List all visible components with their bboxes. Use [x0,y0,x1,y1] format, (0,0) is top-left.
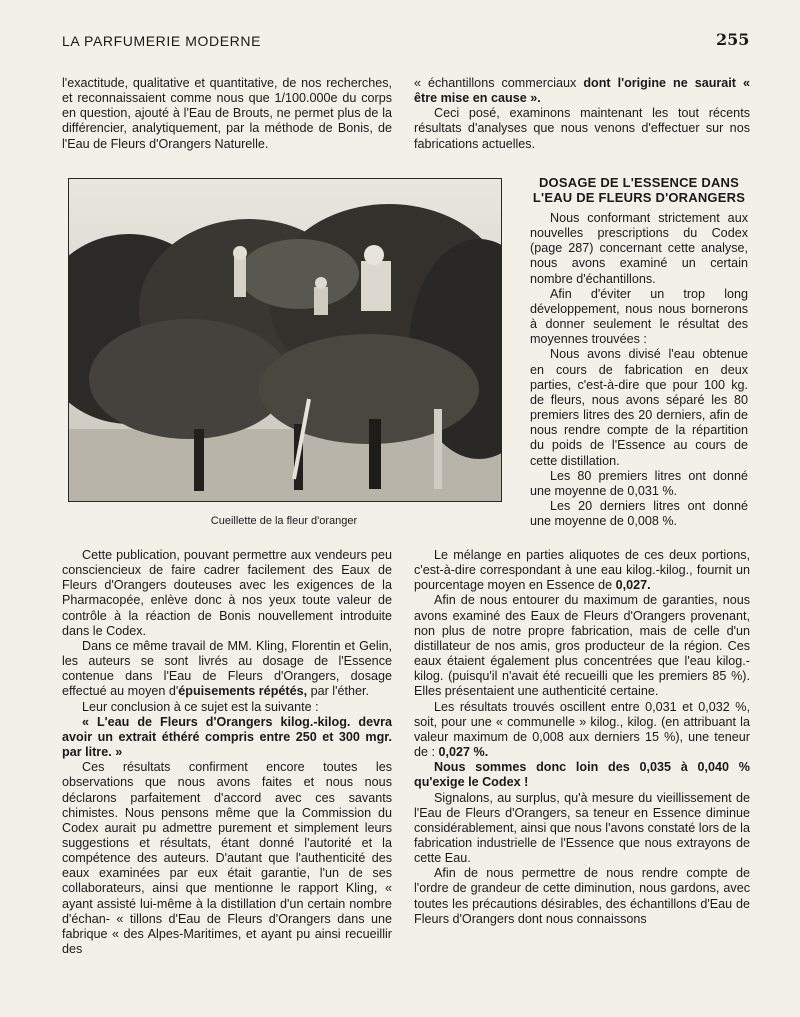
paragraph [414,700,750,761]
paragraph: Nous conformant strictement aux nouvelles prescriptions du Codex (page 287) concernant cette analyse, nous avons examiné un certain nombre d'échantillons. [530,211,748,286]
paragraph: l'exactitude, qualitative et quantitative, de nos recherches, et reconnaissaient comme nous que 1/100.000e du corps en question, ajouté à l'Eau de Brouts, ne permet plus de la différencier, analytiquement, par la méthode de Bonis, de l'Eau de Fleurs d'Orangers Naturelle. [62,76,392,151]
text-run: Le mélange en parties aliquotes de ces deux portions, c'est-à-dire correspondant à une eau kilog.-kilog., fournit un pourcentage moyen en Essence de [414,548,750,593]
paragraph: Les 80 premiers litres ont donné une moyenne de 0,031 %. [530,468,748,498]
paragraph: Afin de nous entourer du maximum de garanties, nous avons examiné des Eaux de Fleurs d'Orangers provenant, non plus de notre propre fabrication, mais de celle d'un distillateur de nos amis, gros producteur de la région. Ces eaux étaient également plus concentrées que l'eau kilog.-kilog. (puisqu'il n'avait été recueilli que les premiers 85 %). Elles présentaient une authenticité certaine. [414,593,750,699]
paragraph: Afin d'éviter un trop long développement, nous nous bornerons à donner seulement le résultat des moyennes trouvées : [530,286,748,347]
page-number: 255 [716,30,750,49]
running-title: LA PARFUMERIE MODERNE [62,33,262,49]
paragraph: Ces résultats confirment encore toutes les observations que nous avons faites et nous nous déclarons parfaitement d'accord avec ces savants chimistes. Nous pensons même que la Commission du Codex aurait pu admettre purement et simplement leurs suggestions et résultats, étant donné l'autorité et la compétence des auteurs. D'autant que l'authenticité des eaux examinées par eux était garantie, l'un de ses collaborateurs, ainsi que mentionne le rapport Kling, « ayant assisté lui-même à la distillation d'un certain nombre d'échan- « tillons d'Eau de Fleurs d'Orangers dans une fabrique « des Alpes-Maritimes, et ayant pu ainsi recueillir des [62,760,392,957]
orange-grove-photo [68,178,502,502]
text-run: Dans ce même travail de MM. Kling, Florentin et Gelin, les auteurs se sont livrés au dosage de l'Essence contenue dans l'Eau de Fleurs d'Orangers, dosage effectué au moyen d' [62,638,392,699]
quote-bold-text: dont l'origine ne saurait « être mise en cause ». [414,76,750,106]
paragraph: Ceci posé, examinons maintenant les tout récents résultats d'analyses que nous venons d'effectuer sur nos fabrications actuelles. [414,106,750,151]
paragraph [62,639,392,700]
left-column-top [62,76,392,152]
paragraph: Les 20 derniers litres ont donné une moyenne de 0,008 %. [530,498,748,529]
text-run: par l'éther. [307,684,370,699]
right-column-top [414,76,750,152]
bold-text: 0,027. [615,578,651,593]
left-column-bottom [62,548,392,957]
paragraph: Afin de nous permettre de nous rendre compte de l'ordre de grandeur de cette diminution, nous gardons, avec toutes les précautions désirables, des échantillons d'Eau de Fleurs d'Orangers dont nous connaissons [414,866,750,926]
text-run: Les résultats trouvés oscillent entre 0,031 et 0,032 %, soit, pour une « communelle » kilog., kilog. (en attribuant la valeur maximum de 0,008 aux derniers 15 %), une teneur de : [414,699,750,760]
right-column-bottom [414,548,750,927]
paragraph: Leur conclusion à ce sujet est la suivante : [82,699,319,714]
quote-text: « échantillons commerciaux [414,76,584,90]
bold-text: 0,027 %. [438,745,489,760]
bold-statement: Nous sommes donc loin des 0,035 à 0,040 % qu'exige le Codex ! [414,760,750,790]
bold-quote: « L'eau de Fleurs d'Orangers kilog.-kilog. devra avoir un extrait éthéré compris entre 250 et 300 mgr. par litre. » [62,714,392,760]
bold-text: épuisements répétés, [178,684,308,699]
paragraph [414,548,750,593]
section-heading: DOSAGE DE L'ESSENCE DANS L'EAU DE FLEURS D'ORANGERS [532,175,746,205]
paragraph: Cette publication, pouvant permettre aux vendeurs peu consciencieux de faire cadrer facilement des Eaux de Fleurs d'Orangers douteuses avec les exigences de la Pharmacopée, enlève donc à nos yeux toute valeur de contrôle à la réaction de Bonis nouvellement introduite dans le Codex. [62,548,392,638]
photo-caption: Cueillette de la fleur d'oranger [210,515,358,527]
paragraph: Nous avons divisé l'eau obtenue en cours de fabrication en deux parties, c'est-à-dire que pour 100 kg. de fleurs, nous avons séparé les 80 premiers litres des 20 derniers, afin de nous rendre compte de la répartition du poids de l'Essence au cours de cette distillation. [530,347,748,468]
right-column-section [530,176,748,529]
quote-paragraph [414,76,750,106]
paragraph: Signalons, au surplus, qu'à mesure du vieillissement de l'Eau de Fleurs d'Orangers, sa teneur en Essence diminue considérablement, ainsi que nous l'avons constaté lors de la fabrication industrielle de l'Essence que nous extrayons de cette Eau. [414,790,750,866]
